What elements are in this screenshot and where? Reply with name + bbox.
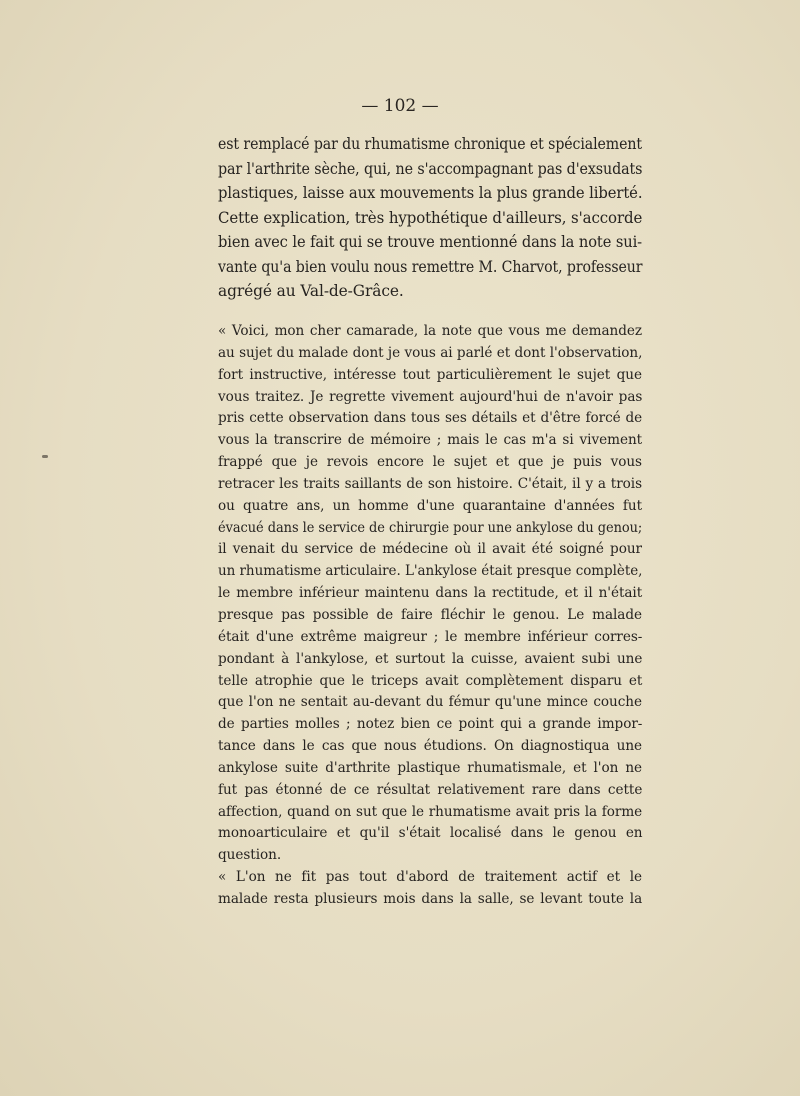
text-line: que l'on ne sentait au-devant du fémur qu'une mince couche <box>218 694 642 711</box>
text-line: ankylose suite d'arthrite plastique rhumatismale, et l'on ne <box>218 759 643 776</box>
text-line: Cette explication, très hypothétique d'ailleurs, s'accorde <box>218 208 643 227</box>
text-line: fut pas étonné de ce résultat relativement rare dans cette <box>218 781 643 798</box>
text-line: au sujet du malade dont je vous ai parlé et dont l'observation, <box>218 344 643 361</box>
text-line: est remplacé par du rhumatisme chronique et spécialement <box>218 135 642 153</box>
text-line: vous la transcrire de mémoire ; mais le cas m'a si vivement <box>218 432 643 449</box>
paragraph-2 <box>218 321 642 911</box>
text-line: monoarticulaire et qu'il s'était localisé dans le genou en <box>218 825 643 842</box>
text-line: malade resta plusieurs mois dans la salle, se levant toute la <box>218 890 643 907</box>
text-line: telle atrophie que le triceps avait complètement disparu et <box>218 672 643 689</box>
text-line: frappé que je revois encore le sujet et que je puis vous <box>218 454 642 471</box>
text-line: pondant à l'ankylose, et surtout la cuisse, avaient subi une <box>218 650 643 667</box>
text-line: vante qu'a bien voulu nous remettre M. Charvot, professeur <box>218 257 643 276</box>
text-line: vous traitez. Je regrette vivement aujourd'hui de n'avoir pas <box>218 388 643 405</box>
text-line: tance dans le cas que nous étudions. On diagnostiqua une <box>218 738 643 755</box>
text-line: « L'on ne fit pas tout d'abord de traitement actif et le <box>218 869 642 886</box>
text-line: il venait du service de médecine où il avait été soigné pour <box>218 541 642 558</box>
text-line: ou quatre ans, un homme d'une quarantaine d'années fut <box>218 497 642 514</box>
text-line: affection, quand on sut que le rhumatisme avait pris la forme <box>218 803 643 820</box>
text-line: un rhumatisme articulaire. L'ankylose était presque complète, <box>218 563 643 580</box>
paragraph-1 <box>218 132 642 304</box>
text-line: par l'arthrite sèche, qui, ne s'accompagnant pas d'exsudats <box>218 159 643 178</box>
text-line: bien avec le fait qui se trouve mentionné dans la note sui- <box>218 233 643 251</box>
text-line: plastiques, laisse aux mouvements la plus grande liberté. <box>218 184 643 202</box>
page-number: — 102 — <box>361 96 439 116</box>
text-line: était d'une extrême maigreur ; le membre inférieur corres- <box>218 628 643 645</box>
text-line: de parties molles ; notez bien ce point qui a grande impor- <box>218 716 643 733</box>
text-line: pris cette observation dans tous ses détails et d'être forcé de <box>218 410 643 427</box>
text-line: évacué dans le service de chirurgie pour une ankylose du genou; <box>218 519 643 536</box>
text-line: presque pas possible de faire fléchir le genou. Le malade <box>218 606 642 623</box>
text-line: agrégé au Val-de-Grâce. <box>218 282 404 300</box>
text-line: question. <box>218 847 282 864</box>
text-line: « Voici, mon cher camarade, la note que vous me demandez <box>218 323 642 339</box>
ink-spot <box>42 455 48 458</box>
text-line: retracer les traits saillants de son histoire. C'était, il y a trois <box>218 475 643 492</box>
text-line: fort instructive, intéresse tout particulièrement le sujet que <box>218 366 642 383</box>
text-line: le membre inférieur maintenu dans la rectitude, et il n'était <box>218 585 643 602</box>
